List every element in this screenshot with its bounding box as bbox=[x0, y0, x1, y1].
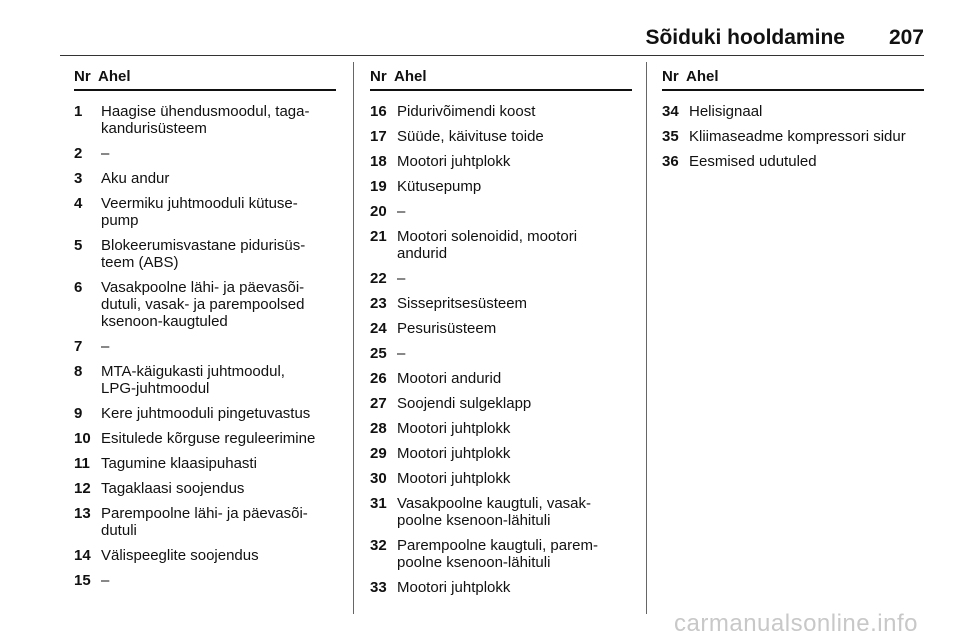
circuit-line: MTA-käigukasti juhtmoodul, bbox=[101, 363, 285, 380]
circuit-description bbox=[397, 178, 632, 195]
fuse-number: 5 bbox=[74, 237, 83, 254]
header-nr: Nr bbox=[74, 68, 91, 85]
circuit-line: Mootori solenoidid, mootori bbox=[397, 228, 578, 245]
circuit-line: Süüde, käivituse toide bbox=[397, 128, 544, 145]
circuit-line: Soojendi sulgeklapp bbox=[397, 395, 532, 412]
table-row bbox=[662, 128, 924, 145]
table-row bbox=[662, 153, 924, 170]
circuit-line: – bbox=[101, 572, 110, 589]
circuit-description bbox=[689, 103, 924, 120]
circuit-description bbox=[101, 338, 336, 355]
fuse-number: 32 bbox=[370, 537, 387, 554]
fuse-number: 22 bbox=[370, 270, 387, 287]
circuit-description bbox=[397, 203, 632, 220]
table-row bbox=[370, 445, 632, 462]
fuse-number: 26 bbox=[370, 370, 387, 387]
table-row bbox=[370, 495, 632, 529]
circuit-description bbox=[101, 572, 336, 589]
table-row bbox=[74, 338, 336, 355]
header-nr: Nr bbox=[370, 68, 387, 85]
fuse-number: 25 bbox=[370, 345, 387, 362]
fuse-number: 11 bbox=[74, 455, 90, 472]
fuse-number: 19 bbox=[370, 178, 387, 195]
table-row bbox=[74, 480, 336, 497]
fuse-number: 13 bbox=[74, 505, 91, 522]
circuit-line: LPG-juhtmoodul bbox=[101, 380, 210, 397]
table-row bbox=[74, 572, 336, 589]
circuit-description bbox=[397, 153, 632, 170]
fuse-number: 10 bbox=[74, 430, 91, 447]
circuit-description bbox=[101, 363, 336, 397]
fuse-number: 15 bbox=[74, 572, 91, 589]
page-title: Sõiduki hooldamine bbox=[645, 26, 845, 49]
table-row bbox=[370, 153, 632, 170]
circuit-line: Parempoolne kaugtuli, parem- bbox=[397, 537, 598, 554]
circuit-line: ksenoon-kaugtuled bbox=[101, 313, 228, 330]
page-header bbox=[645, 26, 924, 50]
table-row bbox=[370, 370, 632, 387]
watermark: carmanualsonline.info bbox=[674, 610, 918, 637]
circuit-description bbox=[397, 445, 632, 462]
header-circuit: Ahel bbox=[98, 68, 131, 85]
fuse-number: 14 bbox=[74, 547, 91, 564]
circuit-line: – bbox=[397, 345, 406, 362]
circuit-line: poolne ksenoon-lähituli bbox=[397, 512, 551, 529]
fuse-rows-3 bbox=[662, 103, 924, 170]
circuit-description bbox=[397, 579, 632, 596]
table-row bbox=[74, 170, 336, 187]
table-row bbox=[74, 103, 336, 137]
table-row bbox=[370, 103, 632, 120]
table-row bbox=[370, 203, 632, 220]
circuit-line: Mootori juhtplokk bbox=[397, 445, 511, 462]
circuit-line: – bbox=[101, 338, 110, 355]
table-row bbox=[370, 128, 632, 145]
circuit-description bbox=[101, 405, 336, 422]
table-row bbox=[74, 547, 336, 564]
fuse-number: 6 bbox=[74, 279, 83, 296]
fuse-number: 7 bbox=[74, 338, 83, 355]
circuit-line: pump bbox=[101, 212, 139, 229]
circuit-line: Eesmised udutuled bbox=[689, 153, 817, 170]
table-row bbox=[370, 420, 632, 437]
fuse-number: 28 bbox=[370, 420, 387, 437]
circuit-line: – bbox=[397, 270, 406, 287]
circuit-description bbox=[101, 237, 336, 271]
fuse-column-3 bbox=[662, 68, 924, 178]
fuse-number: 12 bbox=[74, 480, 91, 497]
circuit-description bbox=[397, 103, 632, 120]
table-row bbox=[370, 470, 632, 487]
fuse-number: 31 bbox=[370, 495, 387, 512]
header-circuit: Ahel bbox=[394, 68, 427, 85]
circuit-description bbox=[397, 320, 632, 337]
circuit-description bbox=[689, 153, 924, 170]
fuse-number: 34 bbox=[662, 103, 679, 120]
circuit-description bbox=[101, 195, 336, 229]
circuit-line: Mootori juhtplokk bbox=[397, 470, 511, 487]
circuit-line: Mootori andurid bbox=[397, 370, 502, 387]
table-row bbox=[370, 320, 632, 337]
table-row bbox=[370, 270, 632, 287]
fuse-number: 35 bbox=[662, 128, 679, 145]
circuit-line: Blokeerumisvastane pidurisüs- bbox=[101, 237, 306, 254]
fuse-number: 8 bbox=[74, 363, 83, 380]
circuit-line: Vasakpoolne kaugtuli, vasak- bbox=[397, 495, 592, 512]
fuse-rows-1 bbox=[74, 103, 336, 589]
fuse-number: 2 bbox=[74, 145, 83, 162]
circuit-line: Veermiku juhtmooduli kütuse- bbox=[101, 195, 298, 212]
circuit-line: andurid bbox=[397, 245, 448, 262]
header-nr: Nr bbox=[662, 68, 679, 85]
fuse-number: 17 bbox=[370, 128, 387, 145]
fuse-number: 21 bbox=[370, 228, 387, 245]
fuse-number: 23 bbox=[370, 295, 387, 312]
circuit-description bbox=[101, 547, 336, 564]
circuit-line: Pidurivõimendi koost bbox=[397, 103, 536, 120]
table-row bbox=[370, 395, 632, 412]
table-row bbox=[74, 195, 336, 229]
table-row bbox=[74, 279, 336, 330]
circuit-line: Mootori juhtplokk bbox=[397, 420, 511, 437]
circuit-description bbox=[101, 279, 336, 330]
circuit-line: Sissepritsesüsteem bbox=[397, 295, 528, 312]
circuit-description bbox=[397, 228, 632, 262]
fuse-number: 20 bbox=[370, 203, 387, 220]
fuse-number: 9 bbox=[74, 405, 83, 422]
header-divider bbox=[60, 55, 924, 56]
header-circuit: Ahel bbox=[686, 68, 719, 85]
circuit-description bbox=[101, 430, 336, 447]
circuit-description bbox=[397, 128, 632, 145]
page-number: 207 bbox=[888, 26, 924, 49]
fuse-number: 29 bbox=[370, 445, 387, 462]
table-row bbox=[74, 363, 336, 397]
column-divider-1 bbox=[353, 62, 354, 614]
circuit-line: dutuli, vasak- ja parempoolsed bbox=[101, 296, 305, 313]
circuit-description bbox=[101, 480, 336, 497]
circuit-line: – bbox=[397, 203, 406, 220]
circuit-description bbox=[397, 395, 632, 412]
circuit-line: Mootori juhtplokk bbox=[397, 579, 511, 596]
circuit-line: Pesurisüsteem bbox=[397, 320, 497, 337]
circuit-description bbox=[101, 103, 336, 137]
table-row bbox=[370, 228, 632, 262]
table-header bbox=[74, 68, 336, 91]
circuit-line: Mootori juhtplokk bbox=[397, 153, 511, 170]
circuit-line: Helisignaal bbox=[689, 103, 763, 120]
circuit-line: Välispeeglite soojendus bbox=[101, 547, 259, 564]
table-row bbox=[74, 455, 336, 472]
circuit-description bbox=[397, 270, 632, 287]
table-row bbox=[74, 405, 336, 422]
circuit-line: dutuli bbox=[101, 522, 137, 539]
circuit-description bbox=[397, 295, 632, 312]
fuse-number: 27 bbox=[370, 395, 387, 412]
fuse-number: 24 bbox=[370, 320, 387, 337]
circuit-description bbox=[689, 128, 924, 145]
circuit-line: Aku andur bbox=[101, 170, 170, 187]
circuit-line: Kliimaseadme kompressori sidur bbox=[689, 128, 906, 145]
circuit-line: Esitulede kõrguse reguleerimine bbox=[101, 430, 316, 447]
circuit-description bbox=[397, 345, 632, 362]
circuit-line: Kütusepump bbox=[397, 178, 482, 195]
fuse-number: 30 bbox=[370, 470, 387, 487]
circuit-description bbox=[101, 145, 336, 162]
circuit-line: teem (ABS) bbox=[101, 254, 179, 271]
table-header bbox=[370, 68, 632, 91]
fuse-number: 3 bbox=[74, 170, 83, 187]
circuit-line: kandurisüsteem bbox=[101, 120, 207, 137]
circuit-description bbox=[397, 537, 632, 571]
table-row bbox=[370, 295, 632, 312]
table-row bbox=[74, 430, 336, 447]
circuit-description bbox=[397, 495, 632, 529]
circuit-line: Parempoolne lähi- ja päevasõi- bbox=[101, 505, 308, 522]
fuse-number: 33 bbox=[370, 579, 387, 596]
circuit-line: poolne ksenoon-lähituli bbox=[397, 554, 551, 571]
fuse-number: 4 bbox=[74, 195, 83, 212]
table-row bbox=[370, 345, 632, 362]
fuse-column-1 bbox=[74, 68, 336, 597]
fuse-number: 18 bbox=[370, 153, 387, 170]
circuit-description bbox=[101, 505, 336, 539]
table-row bbox=[370, 178, 632, 195]
circuit-line: Kere juhtmooduli pingetuvastus bbox=[101, 405, 311, 422]
circuit-line: Tagumine klaasipuhasti bbox=[101, 455, 257, 472]
fuse-rows-2 bbox=[370, 103, 632, 596]
table-row bbox=[370, 579, 632, 596]
circuit-description bbox=[397, 420, 632, 437]
circuit-line: Tagaklaasi soojendus bbox=[101, 480, 245, 497]
table-row bbox=[74, 145, 336, 162]
table-row bbox=[74, 237, 336, 271]
table-row bbox=[370, 537, 632, 571]
fuse-column-2 bbox=[370, 68, 632, 604]
circuit-description bbox=[397, 370, 632, 387]
circuit-line: Haagise ühendusmoodul, taga- bbox=[101, 103, 310, 120]
circuit-description bbox=[101, 170, 336, 187]
table-header bbox=[662, 68, 924, 91]
circuit-description bbox=[397, 470, 632, 487]
table-row bbox=[662, 103, 924, 120]
circuit-description bbox=[101, 455, 336, 472]
circuit-line: Vasakpoolne lähi- ja päevasõi- bbox=[101, 279, 305, 296]
column-divider-2 bbox=[646, 62, 647, 614]
fuse-number: 36 bbox=[662, 153, 679, 170]
table-row bbox=[74, 505, 336, 539]
fuse-number: 1 bbox=[74, 103, 83, 120]
fuse-number: 16 bbox=[370, 103, 387, 120]
circuit-line: – bbox=[101, 145, 110, 162]
